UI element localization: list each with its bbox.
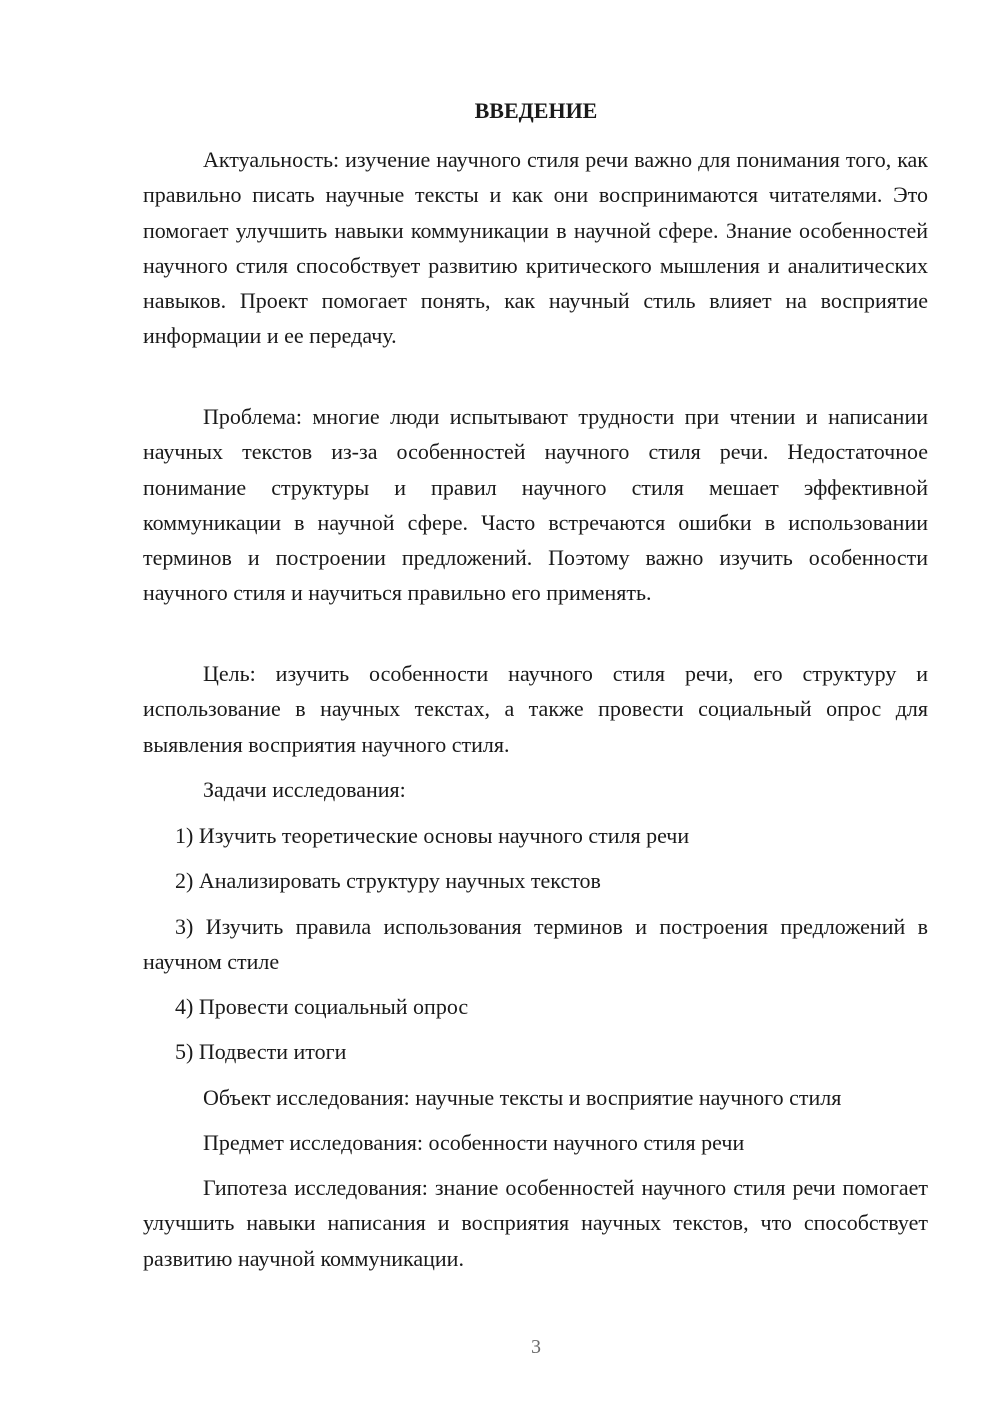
list-item-task-1: 1) Изучить теоретические основы научного стиля речи [175, 823, 690, 848]
list-item-task-2: 2) Анализировать структуру научных текстов [175, 868, 601, 893]
paragraph-relevance: Актуальность: изучение научного стиля речи важно для понимания того, как правильно писать научные тексты и как они воспринимаются читателями. Это помогает улучшить навыки коммуникации в научной сфере. Знание особенностей научного стиля способствует развитию критического мышления и аналитических навыков. Проект помогает понять, как научный стиль влияет на восприятие информации и ее передачу. [143, 147, 928, 349]
tasks-heading: Задачи исследования: [203, 777, 406, 802]
list-item-task-5: 5) Подвести итоги [175, 1039, 347, 1064]
list-item-task-4: 4) Провести социальный опрос [175, 994, 469, 1019]
paragraph-hypothesis: Гипотеза исследования: знание особенностей научного стиля речи помогает улучшить навыки написания и восприятия научных текстов, что способствует развитию научной коммуникации. [143, 1175, 928, 1271]
page-number: 3 [531, 1336, 541, 1358]
paragraph-goal: Цель: изучить особенности научного стиля речи, его структуру и использование в научных текстах, а также провести социальный опрос для выявления восприятия научного стиля. [143, 661, 928, 757]
section-title: ВВЕДЕНИЕ [474, 98, 598, 123]
paragraph-problem: Проблема: многие люди испытывают трудности при чтении и написании научных текстов из-за особенностей научного стиля речи. Недостаточное понимание структуры и правил научного стиля мешает эффективной коммуникации в научной сфере. Часто встречаются ошибки в использовании терминов и построении предложений. Поэтому важно изучить особенности научного стиля и научиться правильно его применять. [143, 404, 928, 606]
paragraph-subject: Предмет исследования: особенности научного стиля речи [203, 1130, 745, 1155]
list-item-task-3: 3) Изучить правила использования терминов и построения предложений в научном стиле [143, 914, 928, 975]
paragraph-object: Объект исследования: научные тексты и восприятие научного стиля [203, 1085, 842, 1110]
